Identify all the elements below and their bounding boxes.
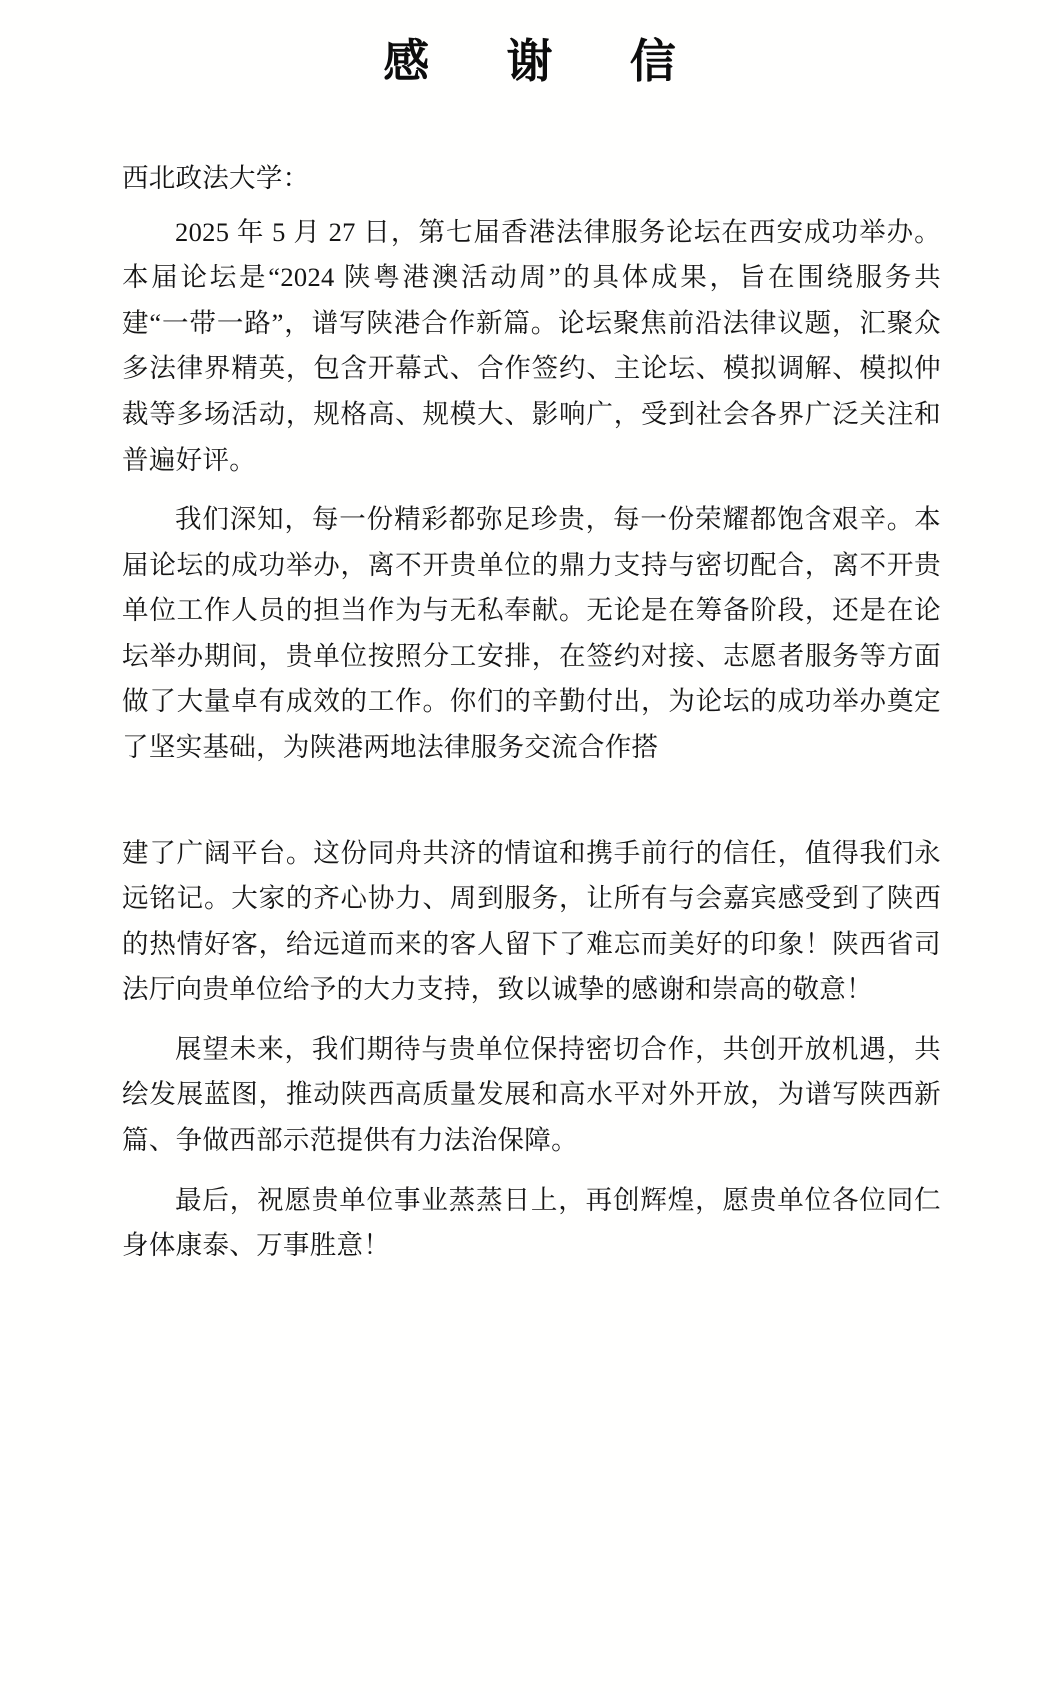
paragraph-4: 展望未来，我们期待与贵单位保持密切合作，共创开放机遇，共绘发展蓝图，推动陕西高质量发展和高水平对外开放，为谱写陕西新篇、争做西部示范提供有力法治保障。 [122,1033,941,1156]
paragraph-5: 最后，祝愿贵单位事业蒸蒸日上，再创辉煌，愿贵单位各位同仁身体康泰、万事胜意！ [122,1184,941,1261]
salutation: 西北政法大学： [122,163,310,194]
paragraph-3-continuation: 建了广阔平台。这份同舟共济的情谊和携手前行的信任，值得我们永远铭记。大家的齐心协力、周到服务，让所有与会嘉宾感受到了陕西的热情好客，给远道而来的客人留下了难忘而美好的印象！陕西省司法厅向贵单位给予的大力支持，致以诚挚的感谢和崇高的敬意！ [122,837,941,1005]
page-title: 感 谢 信 [383,36,692,87]
letter-body [0,89,1059,1269]
page-break-gap [122,771,941,831]
paragraph-1: 2025 年 5 月 27 日，第七届香港法律服务论坛在西安成功举办。本届论坛是“2024 陕粤港澳活动周”的具体成果，旨在围绕服务共建“一带一路”，谱写陕港合作新篇。论坛聚焦前沿法律议题，汇聚众多法律界精英，包含开幕式、合作签约、主论坛、模拟调解、模拟仲裁等多场活动，规格高、规模大、影响广，受到社会各界广泛关注和普遍好评。 [122,216,941,475]
paragraph-2: 我们深知，每一份精彩都弥足珍贵，每一份荣耀都饱含艰辛。本届论坛的成功举办，离不开贵单位的鼎力支持与密切配合，离不开贵单位工作人员的担当作为与无私奉献。无论是在筹备阶段，还是在论坛举办期间，贵单位按照分工安排，在签约对接、志愿者服务等方面做了大量卓有成效的工作。你们的辛勤付出，为论坛的成功举办奠定了坚实基础，为陕港两地法律服务交流合作搭 [122,504,941,762]
